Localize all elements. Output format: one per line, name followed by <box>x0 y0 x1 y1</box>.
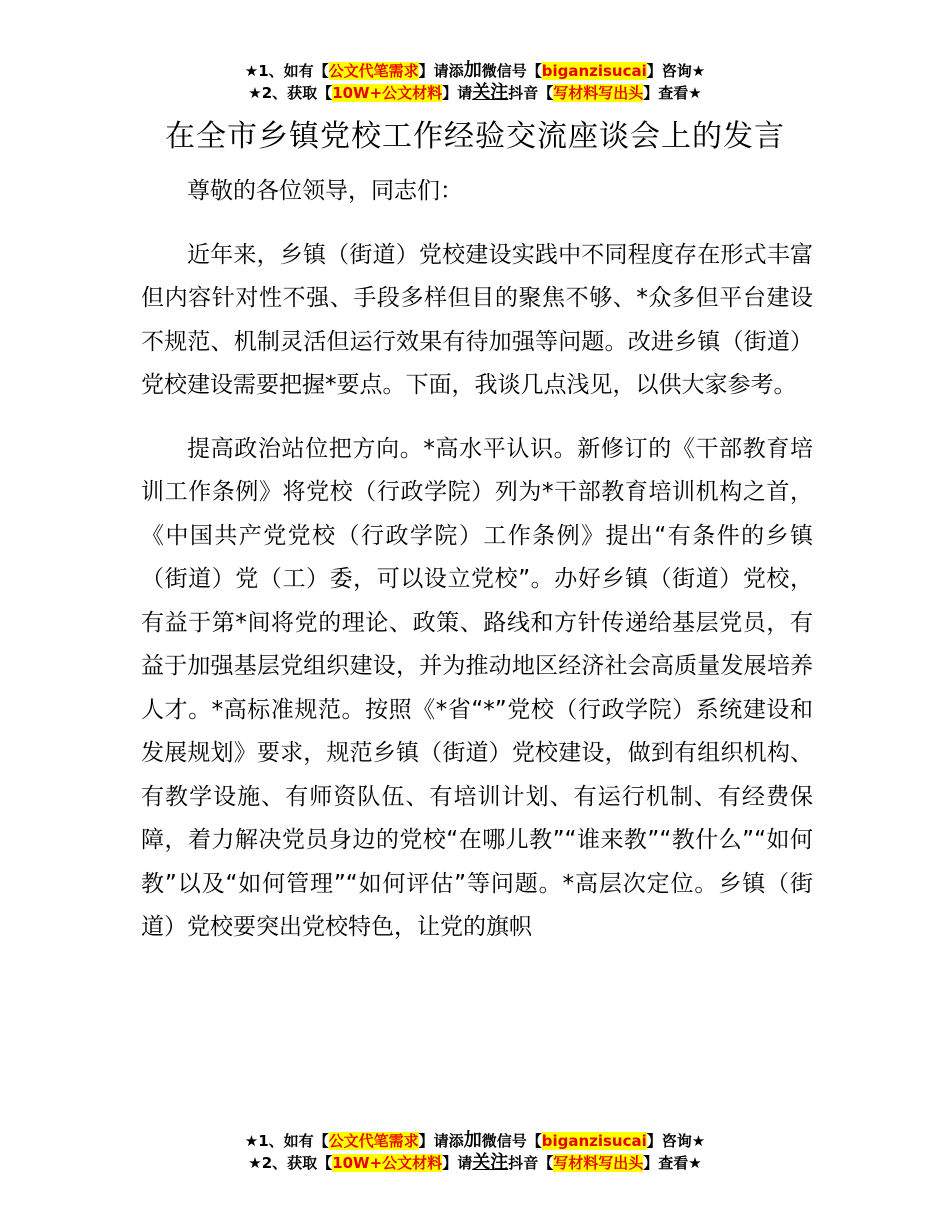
document-title: 在全市乡镇党校工作经验交流座谈会上的发言 <box>165 119 785 154</box>
header-banner-line-2: ★2、获取【10W+公文材料】请关注抖音【写材料写出头】查看★ <box>248 82 702 103</box>
paragraph-1: 近年来，乡镇（街道）党校建设实践中不同程度存在形式丰富但内容针对性不强、手段多样但目的聚焦不够、*众多但平台建设不规范、机制灵活但运行效果有待加强等问题。改进乡镇（街道）党校建设需要把握*要点。下面，我谈几点浅见，以供大家参考。 <box>141 241 813 398</box>
materials-highlight: 10W+公文材料 <box>332 1154 443 1172</box>
wechat-id-highlight: biganzisucai <box>541 1132 647 1150</box>
footer-banner <box>0 1130 950 1174</box>
header-banner-line-1: ★1、如有【公文代笔需求】请添加微信号【biganzisucai】咨询★ <box>244 60 706 81</box>
header-banner <box>0 60 950 104</box>
ghostwriting-highlight: 公文代笔需求 <box>328 62 419 80</box>
paragraph-2: 提高政治站位把方向。*高水平认识。新修订的《干部教育培训工作条例》将党校（行政学院）列为*干部教育培训机构之首，《中国共产党党校（行政学院）工作条例》提出“有条件的乡镇（街道）党（工）委，可以设立党校”。办好乡镇（街道）党校，有益于第*间将党的理论、政策、路线和方针传递给基层党员，有益于加强基层党组织建设，并为推动地区经济社会高质量发展培养人才。*高标准规范。按照《*省“*”党校（行政学院）系统建设和发展规划》要求，规范乡镇（街道）党校建设，做到有组织机构、有教学设施、有师资队伍、有培训计划、有运行机制、有经费保障，着力解决党员身边的党校“在哪儿教”“谁来教”“教什么”“如何教”以及“如何管理”“如何评估”等问题。*高层次定位。乡镇（街道）党校要突出党校特色，让党的旗帜 <box>141 435 813 940</box>
douyin-id-highlight: 写材料写出头 <box>553 1154 644 1172</box>
document-body <box>141 170 813 950</box>
materials-highlight: 10W+公文材料 <box>332 84 443 102</box>
wechat-id-highlight: biganzisucai <box>541 62 647 80</box>
ghostwriting-highlight: 公文代笔需求 <box>328 1132 419 1150</box>
footer-banner-line-1: ★1、如有【公文代笔需求】请添加微信号【biganzisucai】咨询★ <box>244 1130 706 1151</box>
salutation: 尊敬的各位领导，同志们： <box>187 178 463 204</box>
footer-banner-line-2: ★2、获取【10W+公文材料】请关注抖音【写材料写出头】查看★ <box>248 1152 702 1173</box>
douyin-id-highlight: 写材料写出头 <box>553 84 644 102</box>
